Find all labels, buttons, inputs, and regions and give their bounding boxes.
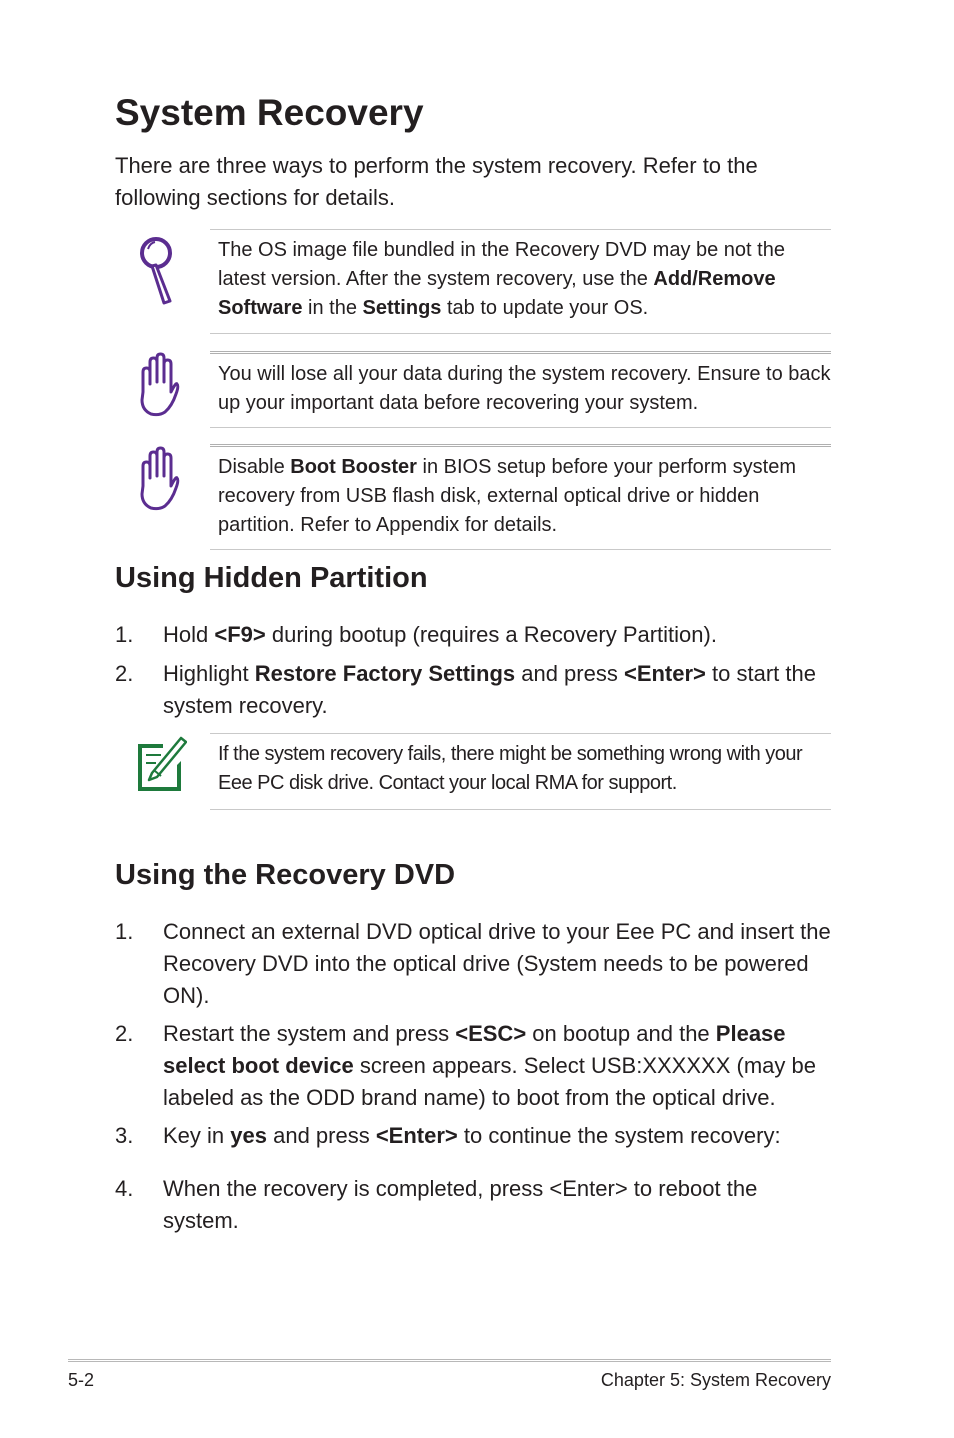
step-number: 2. [115,661,134,686]
step-text: and press [266,1123,376,1148]
page-title: System Recovery [115,92,424,133]
step-emphasis: <Enter> [623,661,706,686]
chapter-label: Chapter 5: System Recovery [600,1370,831,1390]
intro-paragraph: There are three ways to perform the system recovery. Refer to the following sections for details. [115,153,758,210]
step-text: Highlight [163,661,255,686]
step-emphasis: Please select boot device [163,1021,786,1078]
notice-text: If the system recovery fails, there might be something wrong with your Eee PC disk drive. Contact your local RMA for support. [218,743,803,794]
step-emphasis: Restore Factory Settings [254,661,516,686]
step-text: and press [515,661,624,686]
warning-hand-icon [134,352,180,418]
list-item [115,1120,835,1152]
warning-hand-icon [134,446,180,512]
step-text: screen appears. Select USB:XXXXXX (may be labeled as the ODD brand name) to boot from the optical drive. [163,1053,816,1110]
notice-boot-booster [210,444,831,550]
notice-text: in the [302,297,363,319]
step-text: Hold [163,622,215,647]
step-number: 4. [115,1176,134,1201]
notice-text: tab to update your OS. [441,297,649,319]
step-number: 3. [115,1123,134,1148]
step-emphasis: <Enter> [375,1123,458,1148]
notice-data-loss [210,351,831,428]
notice-emphasis: Boot Booster [290,456,417,478]
list-item [115,1173,835,1237]
notice-emphasis: Add/Remove Software [218,268,776,319]
notice-text: You will lose all your data during the system recovery. Ensure to back up your important data before recovering your system. [218,363,831,414]
list-item [115,1018,835,1114]
magnifier-icon [136,234,176,306]
step-emphasis: yes [230,1123,267,1148]
page-number: 5-2 [68,1370,95,1390]
notice-text: in BIOS setup before your perform system recovery from USB flash disk, external optical drive or hidden partition. Refer to Appendix for details. [218,456,796,536]
step-text: on bootup and the [526,1021,716,1046]
list-item [115,916,835,1012]
step-text: during bootup (requires a Recovery Partition). [265,622,717,647]
step-number: 2. [115,1021,134,1046]
step-text: Key in [163,1123,231,1148]
notice-recovery-fail [210,733,831,810]
step-text: When the recovery is completed, press <Enter> to reboot the system. [163,1176,758,1233]
step-text: to start the system recovery. [163,661,816,718]
step-number: 1. [115,919,134,944]
step-text: Restart the system and press [163,1021,456,1046]
list-item [115,658,835,722]
note-pencil-icon [135,733,187,793]
list-item [115,619,835,651]
step-number: 1. [115,622,134,647]
step-emphasis: <ESC> [455,1021,527,1046]
notice-os-image [210,229,831,334]
notice-text: Disable [218,456,291,478]
notice-emphasis: Settings [362,297,442,319]
footer-rule [68,1359,831,1362]
step-text: Connect an external DVD optical drive to your Eee PC and insert the Recovery DVD into the optical drive (System needs to be powered ON). [163,919,831,1008]
step-text: to continue the system recovery: [457,1123,781,1148]
section-heading-recovery-dvd: Using the Recovery DVD [115,859,456,891]
step-emphasis: <F9> [214,622,266,647]
notice-text: The OS image file bundled in the Recovery DVD may be not the latest version. After the system recovery, use the [218,239,785,290]
section-heading-hidden-partition: Using Hidden Partition [115,562,428,594]
